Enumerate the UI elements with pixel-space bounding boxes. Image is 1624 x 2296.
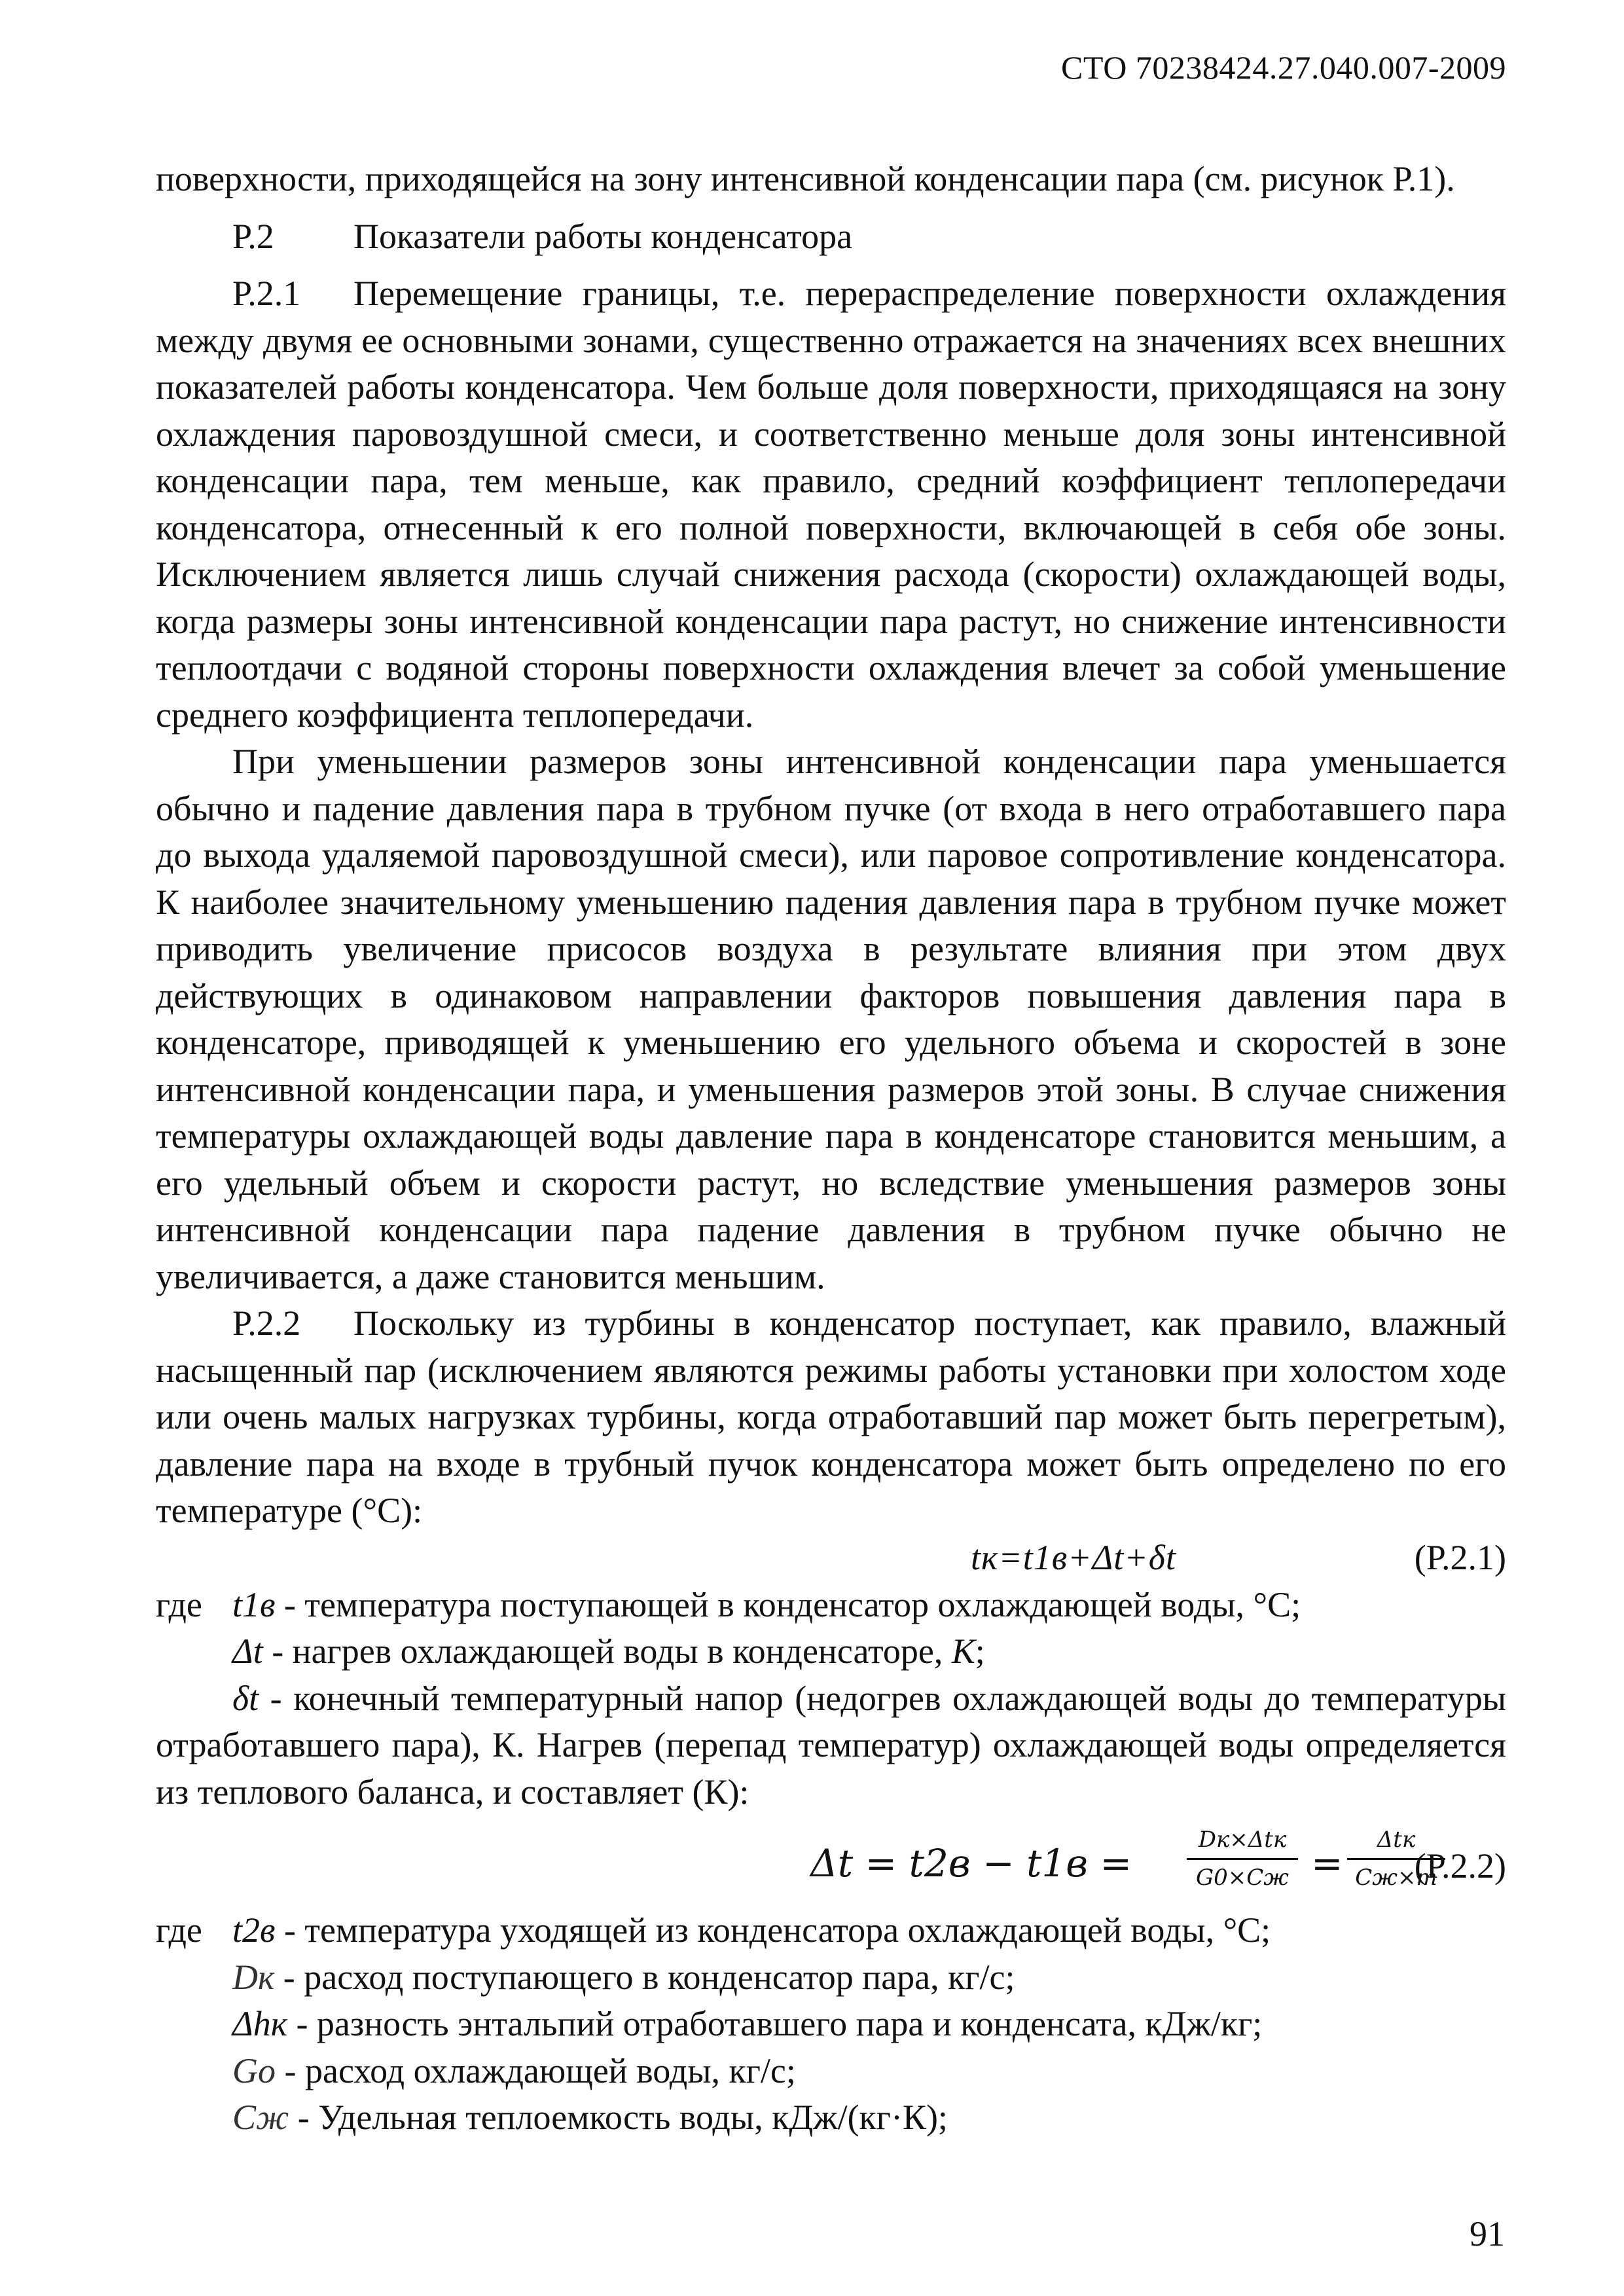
- variable-symbol: t1в: [232, 1584, 276, 1624]
- clause-text: Перемещение границы, т.е. перераспределение поверхности охлаждения между двумя ее основными зонами, существенно отражается на значениях всех внешних показателей работы конденсатора. Чем больше доля поверхности, приходящаяся на зону охлаждения паровоздушной смеси, и соответственно меньше доля зоны интенсивной конденсации пара, тем меньше, как правило, средний коэффициент теплопередачи конденсатора, отнесенный к его полной поверхности, включающей в себя обе зоны. Исключением является лишь случай снижения расхода (скорости) охлаждающей воды, когда размеры зоны интенсивной конденсации пара растут, но снижение интенсивности теплоотдачи с водяной стороны поверхности охлаждения влечет за собой уменьшение среднего коэффициента теплопередачи.: [156, 274, 1506, 735]
- fraction-denominator: Cж×m: [1347, 1858, 1445, 1896]
- variable-description: - расход охлаждающей воды, кг/с;: [276, 2050, 796, 2090]
- paragraph-p-2-2: [156, 1300, 1506, 1535]
- variable-symbol: Dк: [232, 1957, 275, 1997]
- equation-p-2-2: [156, 1815, 1506, 1907]
- section-heading: [156, 213, 1506, 261]
- variable-description: - температура поступающей в конденсатор охлаждающей воды, °С;: [275, 1584, 1301, 1624]
- paragraph-p-2-1: [156, 270, 1506, 738]
- equation-number: (Р.2.1): [1414, 1537, 1506, 1577]
- fraction-numerator: Dк×Δtк: [1198, 1827, 1287, 1853]
- clause-number: Р.2.2: [232, 1303, 301, 1343]
- variable-description: - расход поступающего в конденсатор пара, кг/с;: [274, 1957, 1015, 1997]
- variable-description: - температура уходящей из конденсатора охлаждающей воды, °С;: [275, 1910, 1271, 1950]
- where-line: [156, 2048, 1506, 2095]
- equation-number: (Р.2.2): [1414, 1846, 1506, 1886]
- paragraph-pressure-drop: При уменьшении размеров зоны интенсивной конденсации пара уменьшается обычно и падение давления пара в трубном пучке (от входа в него отработавшего пара до выхода удаляемой паровоздушной смеси), или паровое сопротивление конденсатора. К наиболее значительному уменьшению падения давления пара в трубном пучке может приводить увеличение присосов воздуха в результате влияния при этом двух действующих в одинаковом направлении факторов повышения давления пара в конденсаторе, приводящей к уменьшению его удельного объема и скоростей в зоне интенсивной конденсации пара, и уменьшения размеров этой зоны. В случае снижения температуры охлаждающей воды давление пара в конденсаторе становится меньшим, а его удельный объем и скорости растут, но вследствие уменьшения размеров зоны интенсивной конденсации пара падение давления в трубном пучке обычно не увеличивается, а даже становится меньшим.: [156, 742, 1506, 1296]
- section-title: Показатели работы конденсатора: [353, 216, 853, 256]
- variable-symbol: Δt: [232, 1631, 263, 1671]
- equation-formula: tк=t1в+Δt+δt: [971, 1537, 1176, 1577]
- equation-p-2-1: [156, 1535, 1506, 1582]
- variable-symbol: Cж: [232, 2098, 289, 2137]
- where-line: [156, 1954, 1506, 2001]
- variable-symbol: δt: [232, 1678, 259, 1718]
- punctuation: ;: [975, 1631, 985, 1671]
- where-label: где: [156, 1910, 202, 1950]
- where-line: [156, 2001, 1506, 2048]
- variable-description: - разность энтальпий отработавшего пара и конденсата, кДж/кг;: [287, 2004, 1263, 2043]
- where-line: [156, 1628, 1506, 1675]
- variable-description: - нагрев охлаждающей воды в конденсаторе,: [262, 1631, 952, 1671]
- document-code-header: СТО 70238424.27.040.007-2009: [1061, 49, 1506, 86]
- variable-symbol: t2в: [232, 1910, 276, 1950]
- clause-number: Р.2.1: [232, 274, 301, 313]
- fraction-1: [1187, 1822, 1298, 1896]
- section-number: Р.2: [232, 216, 274, 256]
- page-number: 91: [1470, 2214, 1505, 2253]
- variable-symbol: Δhк: [232, 2004, 287, 2043]
- page-body: [156, 156, 1506, 2141]
- equals-sign: =: [1311, 1841, 1343, 1886]
- variable-description: - Удельная теплоемкость воды, кДж/(кг·К);: [289, 2098, 948, 2137]
- paragraph-temperature-head: [156, 1675, 1506, 1816]
- where-label: где: [156, 1584, 202, 1624]
- where-line: [156, 2094, 1506, 2141]
- where-line: [156, 1907, 1506, 1954]
- variable-unit: К: [951, 1631, 975, 1671]
- variable-description: - конечный температурный напор (недогрев охлаждающей воды до температуры отработавшего пара), К. Нагрев (перепад температур) охлаждающей воды определяется из теплового баланса, и составляет (К):: [156, 1678, 1506, 1812]
- fraction-numerator: Δtк: [1377, 1827, 1416, 1853]
- variable-symbol: Go: [232, 2050, 276, 2090]
- where-line: [156, 1582, 1506, 1629]
- clause-text: Поскольку из турбины в конденсатор поступает, как правило, влажный насыщенный пар (исключением являются режимы работы установки при холостом ходе или очень малых нагрузках турбины, когда отработавший пар может быть перегретым), давление пара на входе в трубный пучок конденсатора может быть определено по его температуре (°С):: [156, 1303, 1506, 1530]
- equation-lhs: Δt = t2в − t1в =: [810, 1841, 1132, 1886]
- paragraph-continuation: поверхности, приходящейся на зону интенсивной конденсации пара (см. рисунок Р.1).: [156, 159, 1455, 198]
- fraction-denominator: G0×Cж: [1187, 1858, 1298, 1896]
